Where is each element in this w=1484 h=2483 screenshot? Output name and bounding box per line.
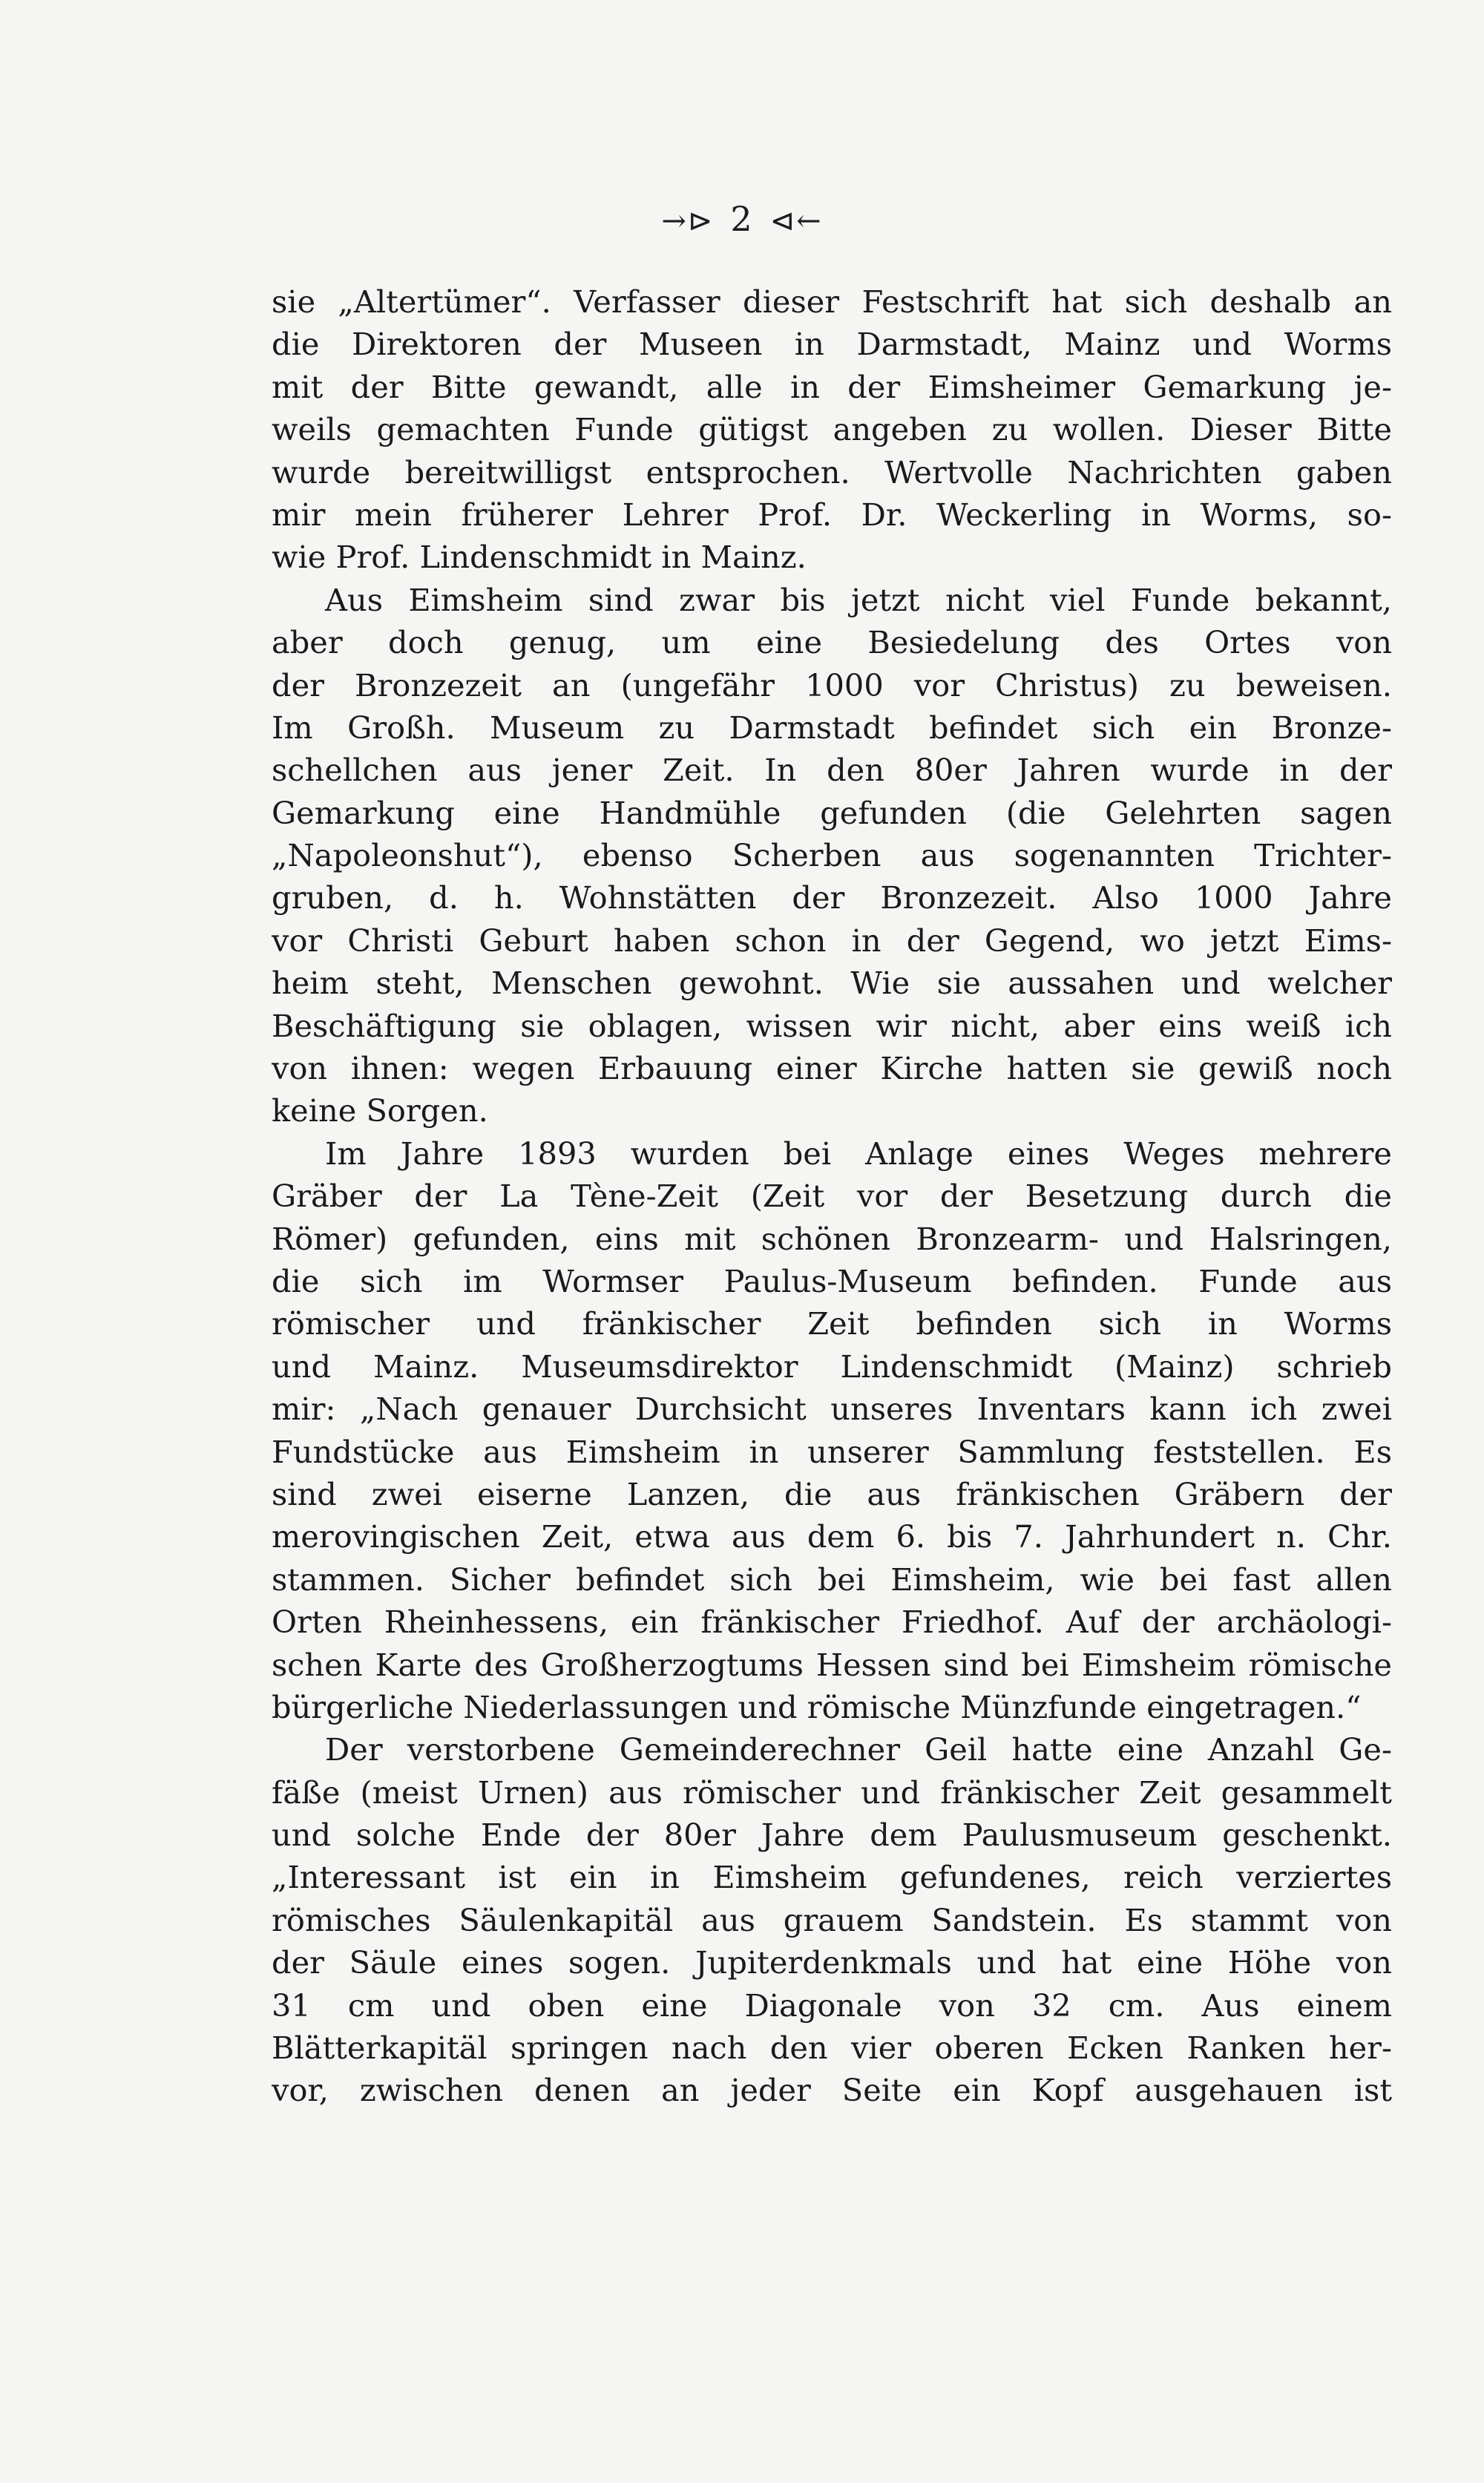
text-line: die Direktoren der Museen in Darmstadt, Mainz und Worms xyxy=(272,326,1392,363)
text-line: von ihnen: wegen Erbauung einer Kirche hatten sie gewiß noch xyxy=(272,1050,1392,1087)
text-line: sie „Altertümer“. Verfasser dieser Festschrift hat sich deshalb an xyxy=(272,283,1392,320)
text-line: Im Großh. Museum zu Darmstadt befindet sich ein Bronze- xyxy=(272,709,1392,746)
text-line: Orten Rheinhessens, ein fränkischer Friedhof. Auf der archäologi- xyxy=(272,1604,1392,1641)
text-line: fäße (meist Urnen) aus römischer und fränkischer Zeit gesammelt xyxy=(272,1774,1392,1811)
text-line: 31 cm und oben eine Diagonale von 32 cm. Aus einem xyxy=(272,1987,1392,2024)
text-line: mir: „Nach genauer Durchsicht unseres Inventars kann ich zwei xyxy=(272,1391,1392,1428)
text-line: stammen. Sicher befindet sich bei Eimsheim, wie bei fast allen xyxy=(272,1561,1392,1598)
text-line: Im Jahre 1893 wurden bei Anlage eines Weges mehrere xyxy=(325,1135,1392,1172)
text-line: Fundstücke aus Eimsheim in unserer Sammlung feststellen. Es xyxy=(272,1433,1392,1470)
text-line: weils gemachten Funde gütigst angeben zu wollen. Dieser Bitte xyxy=(272,411,1392,448)
text-line: bürgerliche Niederlassungen und römische Münzfunde eingetragen.“ xyxy=(272,1688,1362,1725)
text-line: Blätterkapitäl springen nach den vier oberen Ecken Ranken her- xyxy=(272,2030,1392,2067)
text-line: aber doch genug, um eine Besiedelung des Ortes von xyxy=(272,624,1392,661)
text-line: schen Karte des Großherzogtums Hessen sind bei Eimsheim römische xyxy=(272,1646,1392,1683)
text-line: Beschäftigung sie oblagen, wissen wir nicht, aber eins weiß ich xyxy=(272,1007,1392,1044)
text-line: der Bronzezeit an (ungefähr 1000 vor Christus) zu beweisen. xyxy=(272,666,1392,703)
text-line: Gräber der La Tène-Zeit (Zeit vor der Besetzung durch die xyxy=(272,1178,1392,1215)
text-line: der Säule eines sogen. Jupiterdenkmals und hat eine Höhe von xyxy=(272,1944,1392,1981)
page-header xyxy=(0,199,1484,239)
text-line: vor Christi Geburt haben schon in der Gegend, wo jetzt Eims- xyxy=(272,922,1392,959)
text-line: „Interessant ist ein in Eimsheim gefundenes, reich verziertes xyxy=(272,1859,1392,1896)
text-line: „Napoleonshut“), ebenso Scherben aus sogenannten Trichter- xyxy=(272,837,1392,874)
text-line: wurde bereitwilligst entsprochen. Wertvolle Nachrichten gaben xyxy=(272,453,1392,491)
text-line: Der verstorbene Gemeinderechner Geil hatte eine Anzahl Ge- xyxy=(325,1731,1392,1768)
text-line: schellchen aus jener Zeit. In den 80er Jahren wurde in der xyxy=(272,752,1392,789)
ornament-right: ⊲← xyxy=(769,204,823,238)
text-line: und solche Ende der 80er Jahre dem Paulusmuseum geschenkt. xyxy=(272,1817,1392,1854)
text-line: sind zwei eiserne Lanzen, die aus fränkischen Gräbern der xyxy=(272,1475,1392,1512)
text-line: gruben, d. h. Wohnstätten der Bronzezeit. Also 1000 Jahre xyxy=(272,879,1392,916)
text-line: und Mainz. Museumsdirektor Lindenschmidt (Mainz) schrieb xyxy=(272,1348,1392,1385)
body-text xyxy=(272,281,1392,2112)
text-line: vor, zwischen denen an jeder Seite ein Kopf ausgehauen ist xyxy=(272,2072,1392,2109)
text-line: römischer und fränkischer Zeit befinden sich in Worms xyxy=(272,1305,1392,1342)
text-line: Römer) gefunden, eins mit schönen Bronzearm- und Halsringen, xyxy=(272,1220,1392,1257)
text-line: die sich im Wormser Paulus-Museum befinden. Funde aus xyxy=(272,1262,1392,1299)
text-line: mir mein früherer Lehrer Prof. Dr. Weckerling in Worms, so- xyxy=(272,496,1392,533)
ornament-left: →⊳ xyxy=(661,204,715,238)
text-line: heim steht, Menschen gewohnt. Wie sie aussahen und welcher xyxy=(272,965,1392,1002)
text-line: mit der Bitte gewandt, alle in der Eimsheimer Gemarkung je- xyxy=(272,368,1392,405)
text-line: Aus Eimsheim sind zwar bis jetzt nicht viel Funde bekannt, xyxy=(325,581,1392,618)
text-line: wie Prof. Lindenschmidt in Mainz. xyxy=(272,539,807,576)
text-line: keine Sorgen. xyxy=(272,1092,488,1129)
text-line: römisches Säulenkapitäl aus grauem Sandstein. Es stammt von xyxy=(272,1901,1392,1938)
text-line: Gemarkung eine Handmühle gefunden (die Gelehrten sagen xyxy=(272,794,1392,831)
page-number: 2 xyxy=(730,199,754,239)
text-line: merovingischen Zeit, etwa aus dem 6. bis 7. Jahrhundert n. Chr. xyxy=(272,1518,1392,1555)
